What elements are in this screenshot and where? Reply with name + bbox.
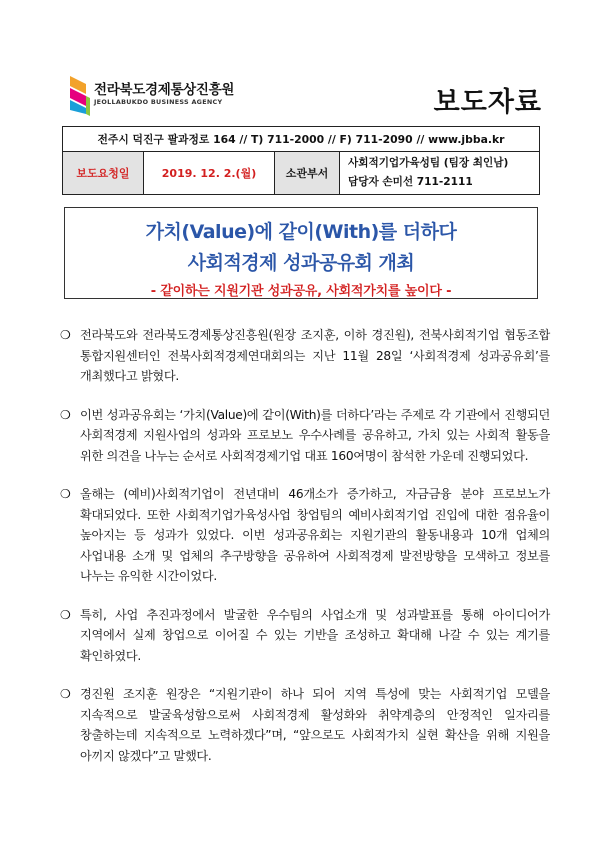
date-value: 2019. 12. 2.(월): [144, 152, 275, 195]
bullet-circle-icon: ❍: [60, 328, 71, 342]
paragraph: [56, 684, 550, 766]
bullet-circle-icon: ❍: [60, 607, 71, 622]
contact-line: 전주시 덕진구 팔과정로 164 // T) 711-2000 // F) 711-2090 // www.jbba.kr: [63, 127, 540, 152]
paragraph: [56, 605, 550, 667]
paragraph-text: 올해는 (예비)사회적기업이 전년대비 46개소가 증가하고, 자금금융 분야 프로보노가 확대되었다. 또한 사회적기업가육성사업 창업팀의 예비사회적기업 진입에 대한 점유율이 높아지는 등 성과가 있었다. 이번 성과공유회는 지원기관의 활동내용과 10개 업체의 사업내용 소개 및 업체의 추구방향을 공유하여 사회적경제 발전방향을 모색하고 정보를 나누는 유익한 시간이었다.: [80, 487, 550, 583]
paragraph: [56, 484, 550, 587]
bullet-circle-icon: ❍: [60, 487, 71, 501]
date-dept-row: [63, 152, 540, 195]
paragraph: [56, 405, 550, 467]
headline-subtitle: - 같이하는 지원기관 성과공유, 사회적가치를 높이다 -: [150, 284, 452, 299]
org-name-english: JEOLLABUKDO BUSINESS AGENCY: [94, 98, 223, 106]
paragraph-text: 전라북도와 전라북도경제통상진흥원(원장 조지훈, 이하 경진원), 전북사회적기업 협동조합 통합지원센터인 전북사회적경제연대회의는 지난 11월 28일 ‘사회적경제 성과공유회’를 개최했다고 밝혔다.: [80, 328, 550, 383]
bullet-circle-icon: ❍: [60, 407, 71, 422]
paragraph: [56, 325, 550, 387]
document-type: 보도자료: [433, 87, 542, 118]
info-table: [62, 126, 540, 195]
body-paragraphs: [56, 325, 550, 784]
paragraph-text: 특히, 사업 추진과정에서 발굴한 우수팀의 사업소개 및 성과발표를 통해 아이디어가 지역에서 실제 창업으로 이어질 수 있는 기반을 조성하고 확대해 나갈 수 있는 계기를 확인하였다.: [80, 607, 550, 663]
agency-logo-icon: [66, 74, 92, 118]
dept-contact: 담당자 손미선 711-2111: [348, 176, 473, 188]
headline-box: [64, 207, 538, 299]
dept-label: 소관부서: [275, 152, 340, 195]
headline-line-1: 가치(Value)에 같이(With)를 더하다: [145, 221, 457, 243]
headline-line-2: 사회적경제 성과공유회 개최: [187, 252, 415, 274]
dept-team: 사회적기업가육성팀 (팀장 최인남): [348, 157, 509, 169]
dept-info: [340, 152, 540, 195]
bullet-circle-icon: ❍: [60, 687, 71, 701]
date-label: 보도요청일: [63, 152, 144, 195]
paragraph-text: 경진원 조지훈 원장은 “지원기관이 하나 되어 지역 특성에 맞는 사회적기업 모델을 지속적으로 발굴육성함으로써 사회적경제 활성화와 취약계층의 안정적인 일자리를 창출하는데 지속적으로 노력하겠다”며, “앞으로도 사회적가치 실현 확산을 위해 지원을 아끼지 않겠다”고 말했다.: [80, 687, 550, 763]
agency-logo: [66, 74, 235, 120]
org-name: 전라북도경제통상진흥원: [94, 82, 235, 98]
paragraph-text: 이번 성과공유회는 ‘가치(Value)에 같이(With)를 더하다’라는 주제로 각 기관에서 진행되던 사회적경제 지원사업의 성과와 프로보노 우수사례를 공유하고, 가치 있는 사회적 활동을 위한 의견을 나누는 순서로 사회적경제기업 대표 160여명이 참석한 가운데 진행되었다.: [80, 407, 550, 463]
contact-row: [63, 127, 540, 152]
